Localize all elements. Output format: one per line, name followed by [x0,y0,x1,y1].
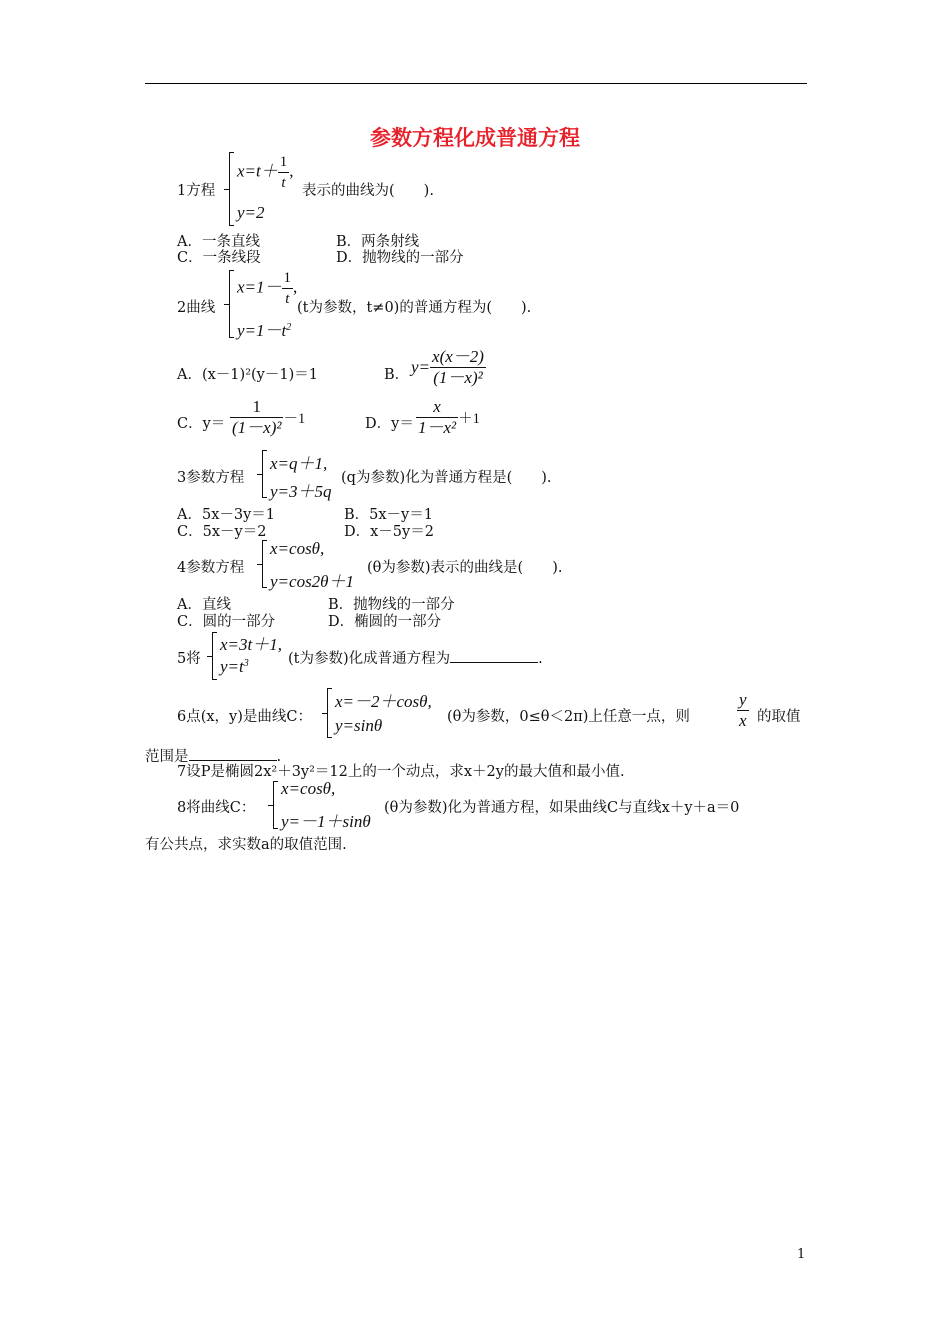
page-title: 参数方程化成普通方程 [370,126,580,150]
q5-brace [212,632,219,680]
q1-option-a: A．一条直线 [177,234,260,250]
q1-brace [229,152,236,226]
q2-option-d-prefix: D．y＝ [365,416,414,432]
q8-text: (θ为参数)化为普通方程，如果曲线C与直线x＋y＋a＝0 [384,800,740,816]
q1-option-b: B．两条射线 [336,234,420,250]
q6-eq-line2: y=sinθ [335,716,383,735]
q5-eq-line2: $y=t^3$ [220,657,249,676]
q1-option-c: C．一条线段 [177,250,261,266]
q6-text-end: 的取值 [757,709,801,725]
q8-label: 8将曲线C： [177,800,256,816]
q2-option-c-prefix: C．y＝ [177,416,226,432]
q3-option-b: B．5x－y＝1 [344,507,433,523]
q2-eq-line2: $y=1-t^2$ [237,321,292,340]
q4-option-a: A．直线 [177,597,231,613]
q2-eq-line1: x=1－ $\frac{1}{t}$ , [237,270,298,307]
q2-brace [229,270,236,338]
q2-option-d: $\frac{x}{\text{1－x²}}$ ＋1 [418,397,480,437]
q1-label: 1方程 [177,183,216,199]
q2-option-b-prefix: B． [384,367,410,383]
q4-brace [262,540,269,588]
q4-option-c: C．圆的一部分 [177,614,276,630]
q8-brace [273,781,280,829]
q8-text-continued: 有公共点，求实数a的取值范围. [145,837,347,853]
page-number: 1 [797,1247,806,1262]
q1-eq-line2: y=2 [237,203,265,222]
q1-text: 表示的曲线为( ). [302,183,434,199]
q6-text-continued: 范围是 . [145,749,282,765]
q5-text: (t为参数)化成普通方程为 . [288,651,543,667]
q3-option-a: A．5x－3y＝1 [177,507,276,523]
q5-answer-blank [450,650,538,663]
q5-label: 5将 [177,651,201,667]
q4-label: 4参数方程 [177,560,245,576]
q2-option-a: A．(x－1)²(y－1)＝1 [177,367,318,383]
q1-eq-line1: x=t＋ $\frac{1}{t}$ , [237,154,294,191]
q3-eq-line1: x=q＋1, [270,454,328,473]
q4-option-b: B．抛物线的一部分 [328,597,455,613]
q2-option-b: y= $\frac{x(x-2)}{\text{(1－x)²}}$ [411,347,484,387]
q3-brace [262,450,269,498]
q6-eq-line1: x=－2＋cosθ, [335,692,432,711]
q2-option-c: $\frac{1}{\text{(1－x)²}}$ －1 [232,397,306,437]
q2-text: (t为参数，t≠0)的普通方程为( ). [297,300,532,316]
question-7: 7设P是椭圆2x²＋3y²＝12上的一个动点，求x＋2y的最大值和最小值. [177,764,625,780]
q3-option-d: D．x－5y＝2 [344,524,434,540]
q4-eq-line2: y=cos2θ＋1 [270,572,355,591]
q3-eq-line2: y=3＋5q [270,482,332,501]
q4-eq-line1: x=cosθ, [270,539,325,558]
q3-option-c: C．5x－y＝2 [177,524,267,540]
header-rule [145,83,807,84]
q6-brace [327,688,334,738]
q6-text: (θ为参数，0≤θ＜2π)上任意一点，则 [447,709,690,725]
q6-fraction: $\frac{y}{x}$ [739,690,747,730]
q3-text: (q为参数)化为普通方程是( ). [341,470,552,486]
q2-label: 2曲线 [177,300,216,316]
q1-option-d: D．抛物线的一部分 [336,250,464,266]
q4-text: (θ为参数)表示的曲线是( ). [367,560,563,576]
q8-eq-line2: y=－1＋sinθ [281,812,371,831]
q3-label: 3参数方程 [177,470,245,486]
q5-eq-line1: x=3t＋1, [220,635,282,654]
q4-option-d: D．椭圆的一部分 [328,614,442,630]
q6-label: 6点(x，y)是曲线C： [177,709,313,725]
q8-eq-line1: x=cosθ, [281,779,336,798]
